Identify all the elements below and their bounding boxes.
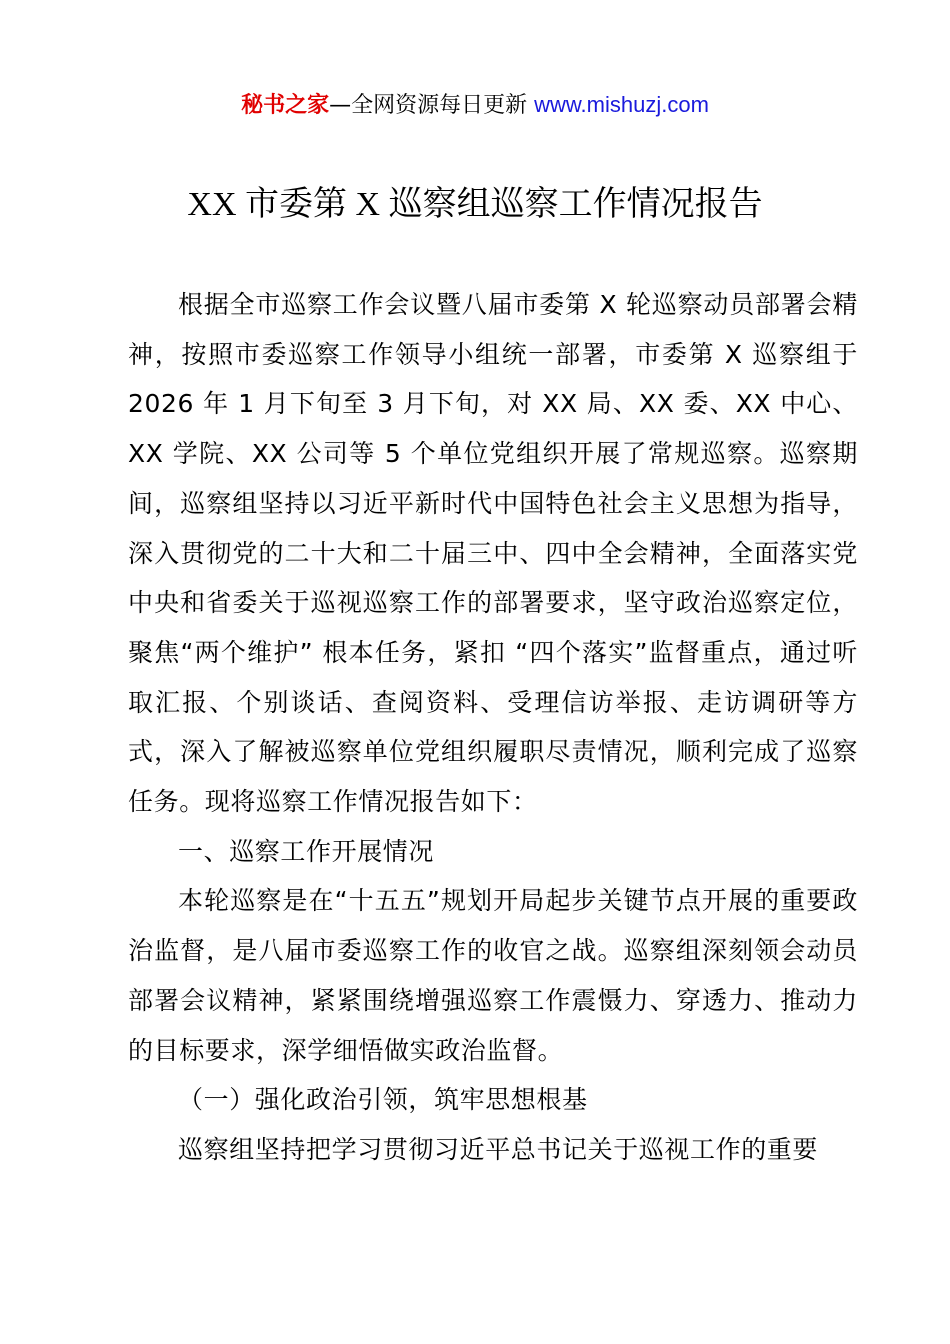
site-url-link[interactable]: www.mishuzj.com	[534, 92, 709, 117]
brand-name: 秘书之家	[241, 93, 330, 118]
subsection-heading-1: （一）强化政治引领，筑牢思想根基	[178, 1085, 588, 1115]
document-body	[128, 280, 858, 1175]
intro-paragraph: 根据全市巡察工作会议暨八届市委第 X 轮巡察动员部署会精神，按照市委巡察工作领导小组统一部署，市委第 X 巡察组于 2026 年 1 月下旬至 3 月下旬，对 XX 局、XX 委、XX 中心、XX 学院、XX 公司等 5 个单位党组织开展了常规巡察。巡察期间，巡察组坚持以习近平新时代中国特色社会主义思想为指导，深入贯彻党的二十大和二十届三中、四中全会精神，全面落实党中央和省委关于巡视巡察工作的部署要求，坚守政治巡察定位，聚焦“两个维护” 根本任务，紧扣 “四个落实”监督重点，通过听取汇报、个别谈话、查阅资料、受理信访举报、走访调研等方式，深入了解被巡察单位党组织履职尽责情况，顺利完成了巡察任务。现将巡察工作情况报告如下：	[128, 290, 858, 817]
site-tagline: —全网资源每日更新	[329, 93, 535, 118]
section-heading-1: 一、巡察工作开展情况	[178, 836, 435, 866]
site-header	[0, 88, 950, 123]
subsection-1-paragraph: 巡察组坚持把学习贯彻习近平总书记关于巡视工作的重要	[178, 1134, 819, 1164]
section-1-paragraph: 本轮巡察是在“十五五”规划开局起步关键节点开展的重要政治监督，是八届市委巡察工作的收官之战。巡察组深刻领会动员部署会议精神，紧紧围绕增强巡察工作震慑力、穿透力、推动力的目标要求，深学细悟做实政治监督。	[128, 886, 858, 1065]
document-title: XX 市委第 X 巡察组巡察工作情况报告	[187, 186, 763, 223]
